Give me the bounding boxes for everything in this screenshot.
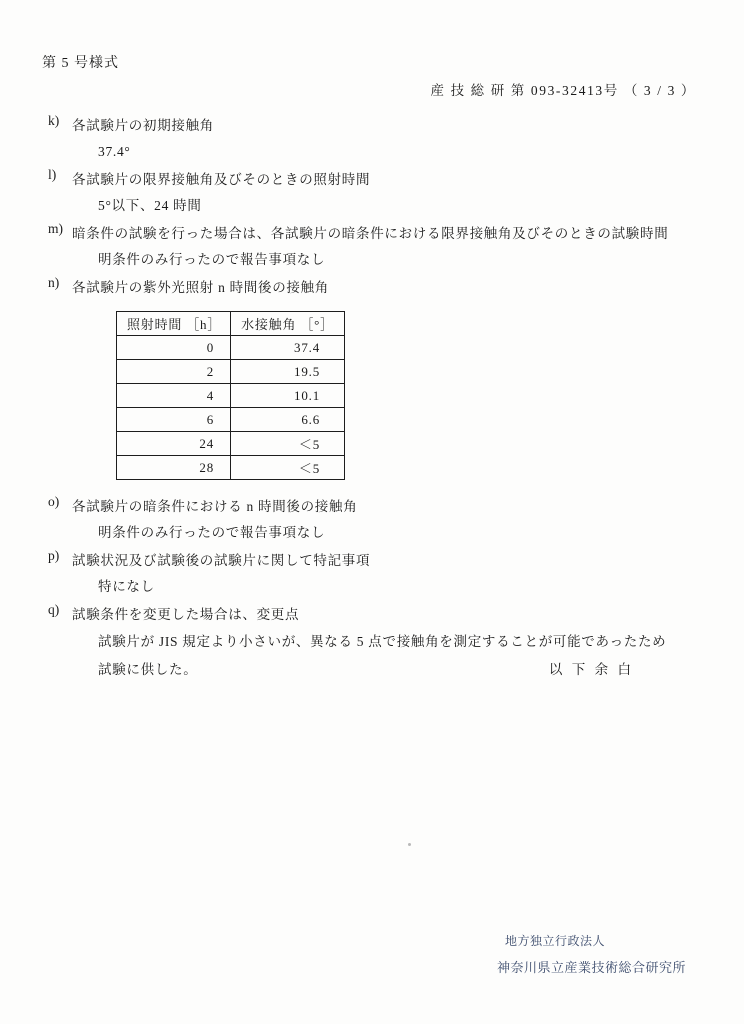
issuer-type: 地方独立行政法人: [504, 934, 605, 948]
list-item: [42, 275, 704, 492]
closing-note: 以 下 余 白: [548, 662, 634, 677]
item-subtext: 試験片が JIS 規定より小さいが、異なる 5 点で接触角を測定することが可能であったため: [98, 634, 667, 649]
item-subtext-second: 試験に供した。: [98, 662, 198, 677]
table-row: [117, 360, 345, 384]
item-marker: n): [48, 275, 60, 290]
item-subtext: 明条件のみ行ったので報告事項なし: [98, 252, 326, 267]
contact-angle-table: [116, 311, 345, 480]
item-marker: o): [48, 494, 60, 509]
item-text: 試験条件を変更した場合は、変更点: [72, 607, 300, 622]
list-item: [42, 494, 704, 546]
column-header-angle: 水接触角 ［°］: [231, 312, 345, 336]
item-marker: m): [48, 221, 63, 236]
cell-time: 28: [117, 456, 231, 480]
cell-angle: 10.1: [231, 384, 345, 408]
document-number: 産 技 総 研 第 093-32413号 （ 3 / 3 ）: [430, 83, 696, 98]
item-marker: p): [48, 548, 60, 563]
issuer-name: 神奈川県立産業技術総合研究所: [496, 960, 686, 975]
item-text: 各試験片の限界接触角及びそのときの照射時間: [72, 172, 371, 187]
cell-time: 0: [117, 336, 231, 360]
cell-time: 4: [117, 384, 231, 408]
item-marker: k): [48, 113, 60, 128]
item-body: [72, 275, 704, 492]
table-row: [117, 456, 345, 480]
item-text: 各試験片の紫外光照射 n 時間後の接触角: [72, 280, 329, 295]
item-subtext: 5°以下、24 時間: [98, 198, 202, 213]
cell-angle: ＜5: [231, 432, 345, 456]
item-marker: l): [48, 167, 57, 182]
cell-time: 2: [117, 360, 231, 384]
list-item: [42, 548, 704, 600]
item-subtext: 37.4°: [98, 144, 131, 159]
page-speck: [408, 843, 411, 846]
list-item: [42, 221, 704, 273]
cell-angle: ＜5: [231, 456, 345, 480]
table-row: [117, 408, 345, 432]
item-body: [72, 221, 704, 273]
item-text: 各試験片の初期接触角: [72, 118, 214, 133]
item-text: 試験状況及び試験後の試験片に関して特記事項: [72, 553, 371, 568]
item-body: [72, 548, 704, 600]
item-marker: q): [48, 602, 60, 617]
list-item: [42, 167, 704, 219]
table-row: [117, 432, 345, 456]
item-subtext: 特になし: [98, 579, 155, 594]
item-text: 各試験片の暗条件における n 時間後の接触角: [72, 499, 358, 514]
cell-time: 24: [117, 432, 231, 456]
table-header-row: [117, 312, 345, 336]
cell-angle: 6.6: [231, 408, 345, 432]
table-row: [117, 336, 345, 360]
cell-angle: 37.4: [231, 336, 345, 360]
item-body: [72, 113, 704, 165]
item-body: [72, 167, 704, 219]
column-header-time: 照射時間 ［h］: [117, 312, 231, 336]
cell-time: 6: [117, 408, 231, 432]
item-list: [42, 113, 704, 686]
item-body: [72, 494, 704, 546]
issuer-block: [497, 932, 686, 976]
cell-angle: 19.5: [231, 360, 345, 384]
item-text: 暗条件の試験を行った場合は、各試験片の暗条件における限界接触角及びそのときの試験時間: [72, 226, 669, 241]
item-subtext: 明条件のみ行ったので報告事項なし: [98, 525, 326, 540]
table-row: [117, 384, 345, 408]
list-item: [42, 113, 704, 165]
form-number: 第 5 号様式: [42, 56, 119, 71]
